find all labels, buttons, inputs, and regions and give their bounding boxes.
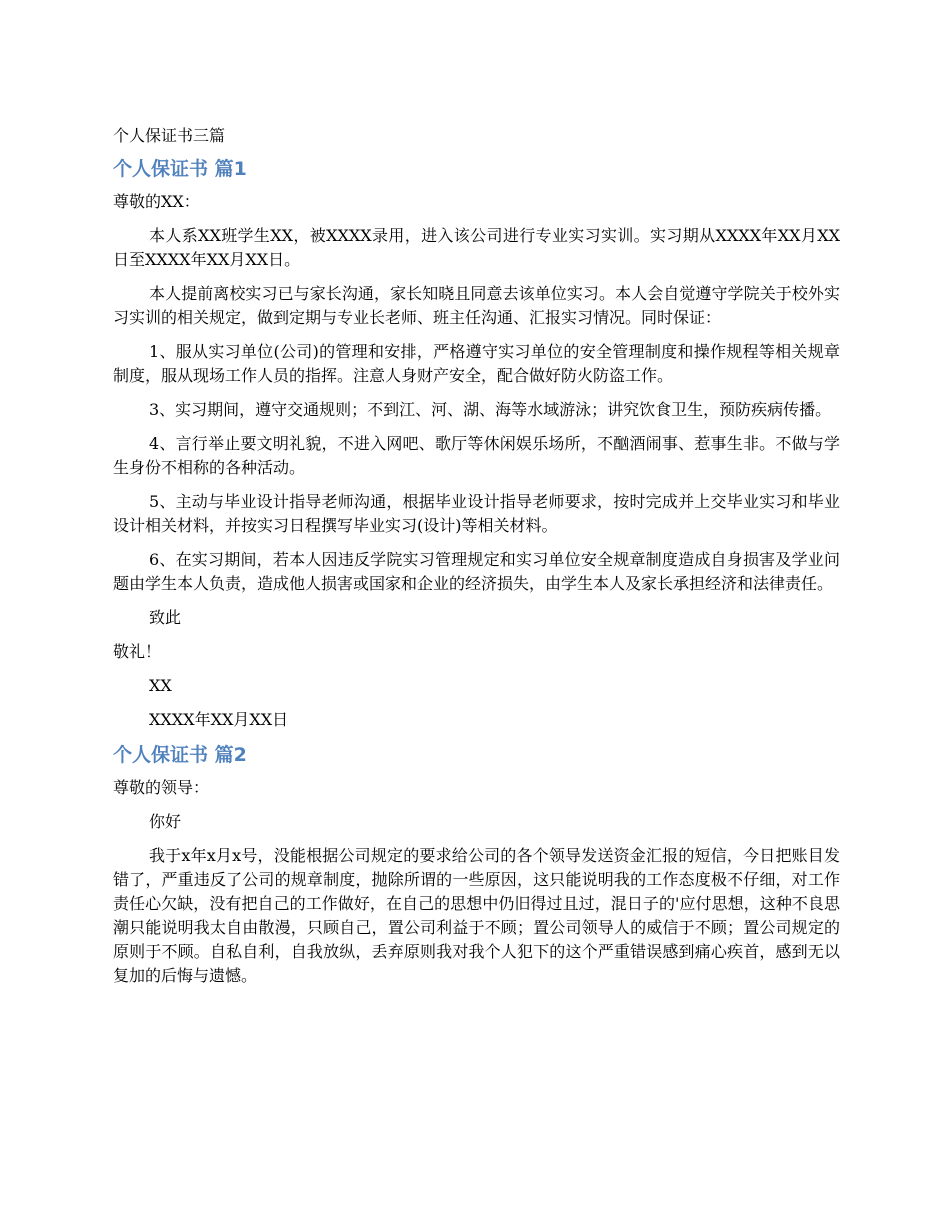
section-1-paragraph: 3、实习期间，遵守交通规则；不到江、河、湖、海等水域游泳；讲究饮食卫生，预防疾病传播。 xyxy=(149,400,832,419)
section-2-salutation: 尊敬的领导： xyxy=(113,778,210,797)
section-1-paragraph: 1、服从实习单位(公司)的管理和安排，严格遵守实习单位的安全管理制度和操作规程等相关规章制度，服从现场工作人员的指挥。注意人身财产安全，配合做好防火防盗工作。 xyxy=(113,342,840,385)
section-1-heading: 个人保证书 篇1 xyxy=(113,158,247,180)
section-1-regards: 敬礼！ xyxy=(113,642,162,661)
section-1-paragraph: 5、主动与毕业设计指导老师沟通，根据毕业设计指导老师要求，按时完成并上交毕业实习和毕业设计相关材料，并按实习日程撰写毕业实习(设计)等相关材料。 xyxy=(113,492,840,535)
document-title: 个人保证书三篇 xyxy=(113,126,226,145)
section-1-salutation: 尊敬的XX： xyxy=(113,192,200,211)
section-1-date: XXXX年XX月XX日 xyxy=(149,710,289,729)
document-page xyxy=(113,124,840,998)
section-1-paragraph: 4、言行举止要文明礼貌，不进入网吧、歌厅等休闲娱乐场所，不酗酒闹事、惹事生非。不做与学生身份不相称的各种活动。 xyxy=(113,434,840,477)
section-1-paragraph: 6、在实习期间，若本人因违反学院实习管理规定和实习单位安全规章制度造成自身损害及学业问题由学生本人负责，造成他人损害或国家和企业的经济损失，由学生本人及家长承担经济和法律责任。 xyxy=(113,550,840,593)
section-1-paragraph: 本人系XX班学生XX，被XXXX录用，进入该公司进行专业实习实训。实习期从XXXX年XX月XX日至XXXX年XX月XX日。 xyxy=(113,226,840,269)
section-2-greeting: 你好 xyxy=(149,812,182,831)
section-1-signature: XX xyxy=(149,676,172,695)
section-2-heading: 个人保证书 篇2 xyxy=(113,744,247,766)
section-1-closing: 致此 xyxy=(149,608,182,627)
section-2-paragraph: 我于x年x月x号，没能根据公司规定的要求给公司的各个领导发送资金汇报的短信，今日把账目发错了，严重违反了公司的规章制度，抛除所谓的一些原因，这只能说明我的工作态度极不仔细，对工作责任心欠缺，没有把自己的工作做好，在自己的思想中仍旧得过且过，混日子的'应付思想，这种不良思潮只能说明我太自由散漫，只顾自己，置公司利益于不顾；置公司领导人的威信于不顾；置公司规定的原则于不顾。自私自利，自我放纵，丢弃原则我对我个人犯下的这个严重错误感到痛心疾首，感到无以复加的后悔与遗憾。 xyxy=(113,846,840,985)
section-1-paragraph: 本人提前离校实习已与家长沟通，家长知晓且同意去该单位实习。本人会自觉遵守学院关于校外实习实训的相关规定，做到定期与专业长老师、班主任沟通、汇报实习情况。同时保证： xyxy=(113,284,840,327)
